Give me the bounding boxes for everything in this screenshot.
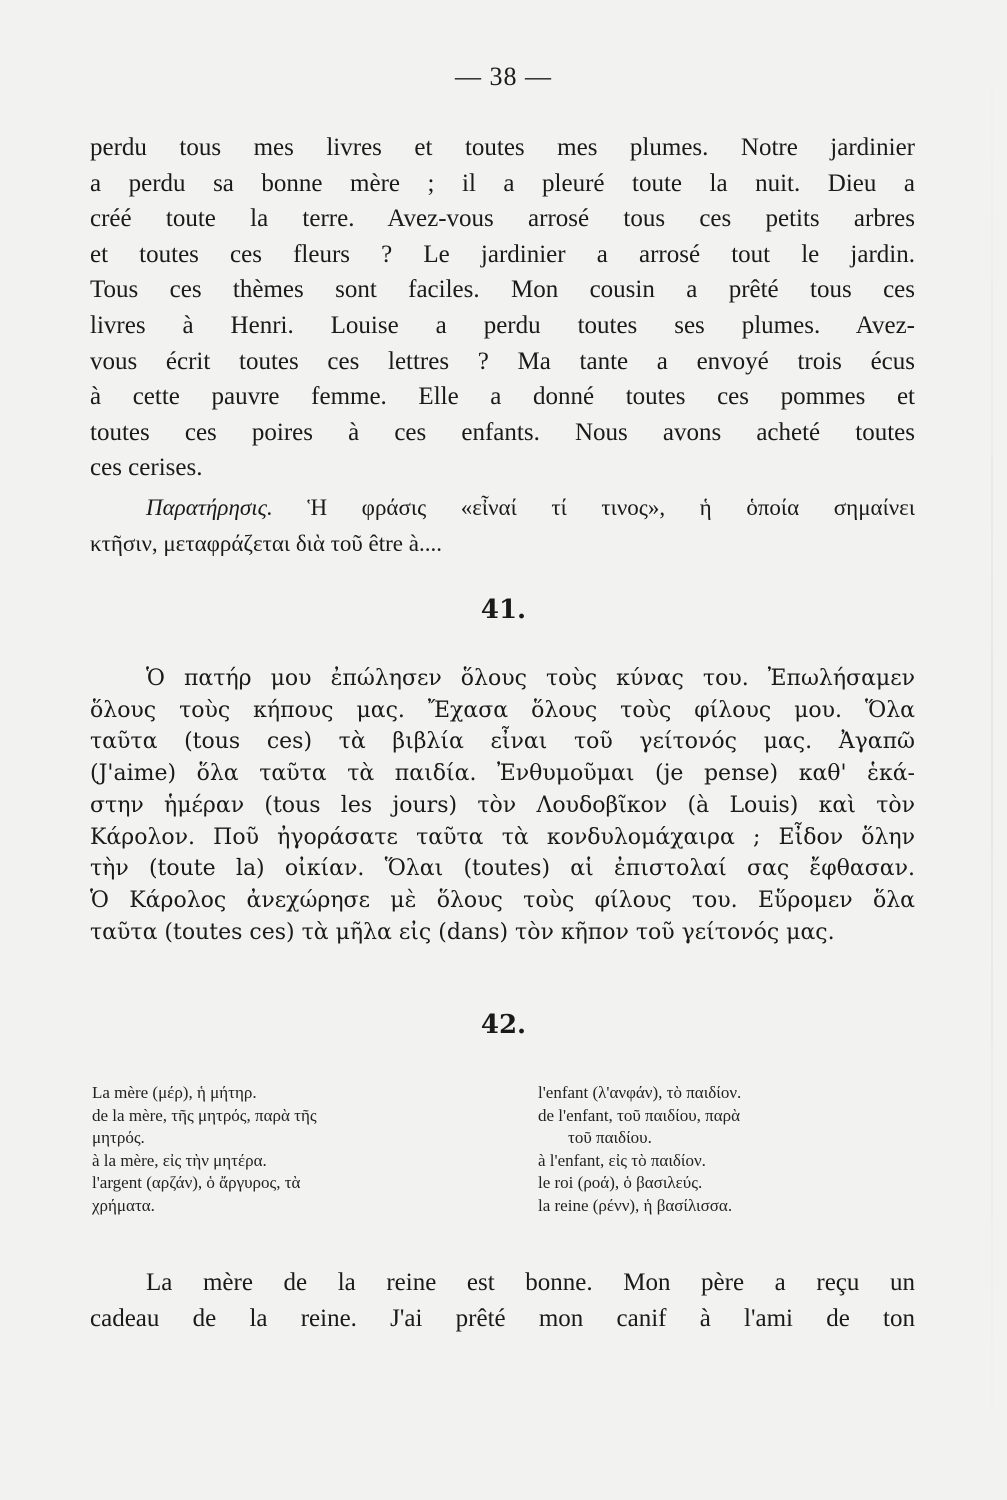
remark-note: [90, 490, 915, 562]
vocabulary-column-right: [538, 1082, 938, 1217]
french-exercise-42-paragraph: [90, 1265, 915, 1337]
remark-line-1: [90, 490, 915, 526]
vocab-entry: la reine (ρένν), ἡ βασίλισσα.: [538, 1195, 733, 1215]
remark-line-2: κτῆσιν, μεταφράζεται διὰ τοῦ être à....: [90, 531, 442, 556]
text-line: vous écrit toutes ces lettres ? Ma tante a envoyé trois écus: [90, 347, 915, 375]
vocab-entry: de l'enfant, τοῦ παιδίου, παρὰ: [538, 1105, 740, 1125]
text-line: a perdu sa bonne mère ; il a pleuré toute la nuit. Dieu a: [90, 169, 915, 197]
vocab-entry: le roi (ροά), ὁ βασιλεύς.: [538, 1173, 703, 1192]
text-line: Ὁ Κάρολος ἀνεχώρησε μὲ ὅλους τοὺς φίλους του. Εὕρομεν ὅλα: [90, 887, 915, 913]
french-exercise-paragraph: [90, 130, 915, 486]
vocab-entry: à la mère, εἰς τὴν μητέρα.: [92, 1150, 267, 1170]
text-line: ταῦτα (toutes ces) τὰ μῆλα εἰς (dans) τὸν κῆπον τοῦ γείτονός μας.: [90, 919, 835, 945]
text-line: Ὁ πατήρ μου ἐπώλησεν ὅλους τοὺς κύνας του. Ἐπωλήσαμεν: [146, 666, 915, 691]
page-edge-shadow: [991, 0, 993, 1500]
vocabulary-column-left: [92, 1082, 492, 1217]
text-line: La mère de la reine est bonne. Mon père a reçu un: [146, 1269, 915, 1296]
text-line: et toutes ces fleurs ? Le jardinier a arrosé tout le jardin.: [90, 240, 915, 268]
text-line: livres à Henri. Louise a perdu toutes ses plumes. Avez-: [90, 311, 915, 339]
text-line: Κάρολον. Ποῦ ἠγοράσατε ταῦτα τὰ κονδυλομάχαιρα ; Εἶδον ὅλην: [90, 824, 915, 850]
text-line: Tous ces thèmes sont faciles. Mon cousin a prêté tous ces: [90, 276, 915, 304]
vocab-entry: de la mère, τῆς μητρός, παρὰ τῆς: [92, 1105, 317, 1125]
vocab-entry-continued: χρήματα.: [92, 1195, 155, 1215]
remark-text: Ἡ φράσις «εἶναί τί τινος», ἡ ὁποία σημαίνει: [307, 495, 916, 520]
text-line: στην ἡμέραν (tous les jours) τὸν Λουδοβῖκον (à Louis) καὶ τὸν: [90, 792, 915, 818]
text-line: ces cerises.: [90, 454, 203, 482]
vocab-entry-continued: τοῦ παιδίου.: [568, 1128, 652, 1147]
page-number: — 38 —: [455, 62, 552, 91]
vocab-entry: l'enfant (λ'ανφάν), τὸ παιδίον.: [538, 1083, 742, 1102]
vocab-entry: l'argent (αρζάν), ὁ ἄργυρος, τὰ: [92, 1173, 301, 1192]
text-line: τὴν (toute la) οἰκίαν. Ὅλαι (toutes) αἱ ἐπιστολαί σας ἔφθασαν.: [90, 856, 915, 882]
greek-exercise-paragraph: [90, 663, 915, 948]
text-line: (J'aime) ὅλα ταῦτα τὰ παιδία. Ἐνθυμοῦμαι (je pense) καθ' ἑκά-: [90, 761, 915, 787]
text-line: ταῦτα (tous ces) τὰ βιβλία εἶναι τοῦ γείτονός μας. Ἀγαπῶ: [90, 729, 915, 755]
text-line: perdu tous mes livres et toutes mes plumes. Notre jardinier: [90, 134, 915, 161]
vocab-entry: à l'enfant, εἰς τὸ παιδίον.: [538, 1150, 706, 1170]
text-line: toutes ces poires à ces enfants. Nous avons acheté toutes: [90, 418, 915, 446]
vocab-entry-continued: μητρός.: [92, 1128, 145, 1147]
remark-label: Παρατήρησις.: [146, 495, 273, 520]
text-line: cadeau de la reine. J'ai prêté mon canif à l'ami de ton: [90, 1305, 915, 1332]
vocab-entry: La mère (μέρ), ἡ μήτηρ.: [92, 1083, 257, 1102]
section-number-41: 41.: [480, 595, 527, 625]
text-line: à cette pauvre femme. Elle a donné toutes ces pommes et: [90, 383, 915, 411]
section-number-42: 42.: [480, 1010, 527, 1040]
text-line: créé toute la terre. Avez-vous arrosé tous ces petits arbres: [90, 205, 915, 233]
text-line: ὅλους τοὺς κήπους μας. Ἔχασα ὅλους τοὺς φίλους μου. Ὅλα: [90, 697, 915, 723]
